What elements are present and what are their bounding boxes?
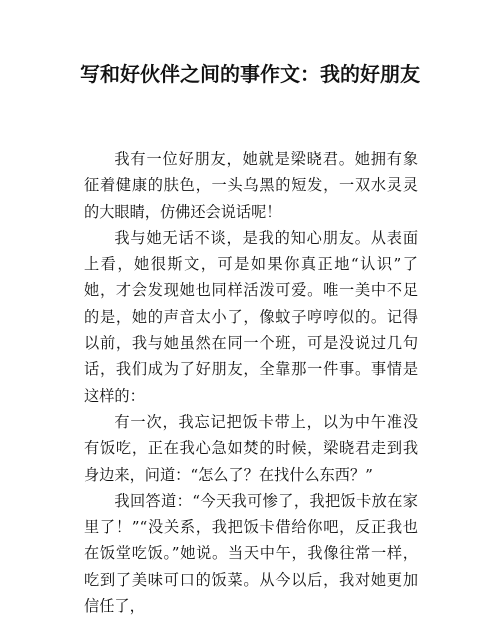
- article-title: 写和好伙伴之间的事作文：我的好朋友: [80, 62, 420, 86]
- paragraph-4: 我回答道：“今天我可惨了，我把饭卡放在家里了！”“没关系，我把饭卡借给你吧，反正我也在饭堂吃饭。”她说。当天中午，我像往常一样，吃到了美味可口的饭菜。从今以后，我对她更加信任了，: [84, 491, 418, 616]
- paragraph-3: 有一次，我忘记把饭卡带上，以为中午准没有饭吃，正在我心急如焚的时候，梁晓君走到我身边来，问道：“怎么了？在找什么东西？”: [84, 412, 418, 484]
- paragraph-2: 我与她无话不谈，是我的知心朋友。从表面上看，她很斯文，可是如果你真正地“认识”了她，才会发现她也同样活泼可爱。唯一美中不足的是，她的声音太小了，像蚊子哼哼似的。记得以前，我与她虽然在同一个班，可是没说过几句话，我们成为了好朋友，全靠那一件事。事情是这样的：: [84, 228, 418, 405]
- paragraph-1: 我有一位好朋友，她就是梁晓君。她拥有象征着健康的肤色，一头乌黑的短发，一双水灵灵的大眼睛，仿佛还会说话呢！: [84, 150, 418, 221]
- article-body: [84, 146, 418, 619]
